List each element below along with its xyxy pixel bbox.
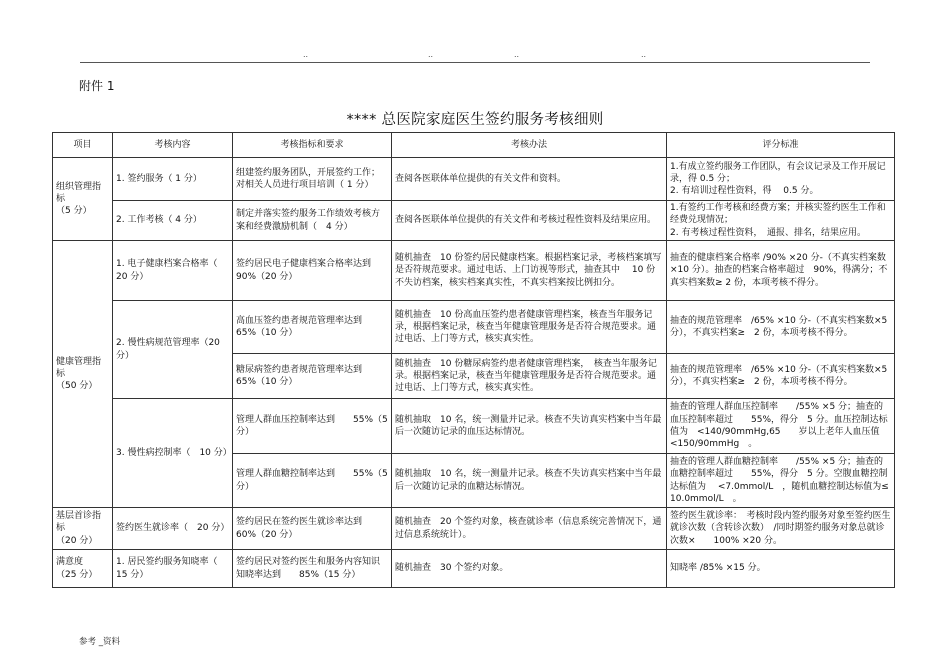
scoring-cell: 1.有签约工作考核和经费方案；并核实签约医生工作和经费兑现情况； 2. 有考核过程性资料， 通报、排名，结果应用。: [667, 201, 895, 241]
scoring-cell: 抽查的管理人群血压控制率 /55% ×5 分；抽查的血压控制率超过 55%，得分 5 分。血压控制达标值为 <140/90mmHg,65 岁以上老年人血压值 <150/90mmHg 。: [667, 399, 895, 454]
header-cell: 项目: [53, 133, 113, 158]
scoring-cell: 抽查的规范管理率 /65% ×10 分-（不真实档案数×5 分），不真实档案≥ 2 份，本项考核不得分。: [667, 354, 895, 399]
indicator-cell: 管理人群血压控制率达到 55%（5 分）: [233, 399, 392, 454]
indicator-cell: 组建签约服务团队，开展签约工作；对相关人员进行项目培训（ 1 分）: [233, 158, 392, 201]
attachment-label: 附件 1: [79, 79, 115, 93]
header-dots: ..: [514, 50, 520, 59]
scoring-cell: 签约医生就诊率： 考核时段内签约服务对象至签约医生就诊次数（含转诊次数） /同时期签约服务对象总就诊次数× 100% ×20 分。: [667, 508, 895, 550]
table-row: [53, 158, 895, 201]
page-title: **** 总医院家庭医生签约服务考核细则: [346, 112, 604, 128]
scoring-cell: 抽查的健康档案合格率 /90% ×20 分-（不真实档案数×10 分）。抽查的档案合格率超过 90%，得满分；不真实档案数≥ 2 份，本项考核不得分。: [667, 241, 895, 301]
indicator-cell: 签约居民电子健康档案合格率达到 90%（20 分）: [233, 241, 392, 301]
project-cell: 组织管理指标 （5 分）: [53, 158, 113, 241]
method-cell: 随机抽查 10 份糖尿病签约患者健康管理档案， 核查当年服务记录。根据档案记录，核查当年健康管理服务是否符合规范要求。通过电话、上门等方式，核实真实性。: [392, 354, 667, 399]
header-cell: 考核办法: [392, 133, 667, 158]
project-cell: 基层首诊指标 （20 分）: [53, 508, 113, 550]
scoring-cell: 抽查的规范管理率 /65% ×10 分-（不真实档案数×5 分），不真实档案≥ 2 份，本项考核不得分。: [667, 301, 895, 354]
table-row: [53, 550, 895, 588]
header-cell: 考核指标和要求: [233, 133, 392, 158]
header-dots: ..: [428, 50, 434, 59]
content-cell: 3. 慢性病控制率（ 10 分）: [113, 399, 233, 508]
content-cell: 1. 居民签约服务知晓率（ 15 分）: [113, 550, 233, 588]
content-cell: 2. 慢性病规范管理率（20 分）: [113, 301, 233, 399]
indicator-cell: 签约居民在签约医生就诊率达到 60%（20 分）: [233, 508, 392, 550]
content-cell: 1. 签约服务（ 1 分）: [113, 158, 233, 201]
method-cell: 随机抽取 10 名，统一测量并记录。核查不失访真实档案中当年最后一次随访记录的血糖达标情况。: [392, 454, 667, 508]
method-cell: 随机抽查 10 份签约居民健康档案。根据档案记录，考核档案填写是否符规范要求。通过电话、上门访视等形式，抽查其中 10 份不失访档案，核实档案真实性，不真实档案按比例扣分。: [392, 241, 667, 301]
method-cell: 查阅各医联体单位提供的有关文件和考核过程性资料及结果应用。: [392, 201, 667, 241]
table-row: [53, 399, 895, 454]
content-cell: 签约医生就诊率（ 20 分）: [113, 508, 233, 550]
header-dots: ..: [303, 50, 309, 59]
table-row: [53, 241, 895, 301]
indicator-cell: 糖尿病签约患者规范管理率达到 65%（10 分）: [233, 354, 392, 399]
method-cell: 随机抽查 20 个签约对象，核查就诊率（信息系统完善情况下，通过信息系统统计）。: [392, 508, 667, 550]
indicator-cell: 管理人群血糖控制率达到 55%（5 分）: [233, 454, 392, 508]
assessment-table: [52, 132, 898, 588]
header-rule: [80, 62, 870, 63]
table-row: [53, 201, 895, 241]
method-cell: 随机抽查 30 个签约对象。: [392, 550, 667, 588]
table-row: [53, 301, 895, 354]
project-cell: 满意度 （25 分）: [53, 550, 113, 588]
method-cell: 查阅各医联体单位提供的有关文件和资料。: [392, 158, 667, 201]
table-row: [53, 508, 895, 550]
indicator-cell: 签约居民对签约医生和服务内容知识知晓率达到 85%（15 分）: [233, 550, 392, 588]
method-cell: 随机抽查 10 份高血压签约患者健康管理档案，核查当年服务记录，根据档案记录，核查当年健康管理服务是否符合规范要求。通过电话、上门等方式，核实真实性。: [392, 301, 667, 354]
project-cell: 健康管理指标 （50 分）: [53, 241, 113, 508]
header-cell: 考核内容: [113, 133, 233, 158]
indicator-cell: 制定并落实签约服务工作绩效考核方案和经费激励机制（ 4 分）: [233, 201, 392, 241]
scoring-cell: 1.有成立签约服务工作团队，有会议记录及工作开展记录，得 0.5 分； 2. 有培训过程性资料，得 0.5 分。: [667, 158, 895, 201]
content-cell: 1. 电子健康档案合格率（ 20 分）: [113, 241, 233, 301]
table-header-row: [53, 133, 895, 158]
header-dots: ..: [641, 50, 647, 59]
method-cell: 随机抽取 10 名，统一测量并记录。核查不失访真实档案中当年最后一次随访记录的血压达标情况。: [392, 399, 667, 454]
header-cell: 评分标准: [667, 133, 895, 158]
footer-note: 参考 _资料: [79, 637, 120, 647]
scoring-cell: 抽查的管理人群血糖控制率 /55% ×5 分；抽查的血糖控制率超过 55%，得分 5 分。空腹血糖控制达标值为 <7.0mmol/L ，随机血糖控制达标值为≤ 10.0mmol/L 。: [667, 454, 895, 508]
content-cell: 2. 工作考核（ 4 分）: [113, 201, 233, 241]
indicator-cell: 高血压签约患者规范管理率达到 65%（10 分）: [233, 301, 392, 354]
scoring-cell: 知晓率 /85% ×15 分。: [667, 550, 895, 588]
